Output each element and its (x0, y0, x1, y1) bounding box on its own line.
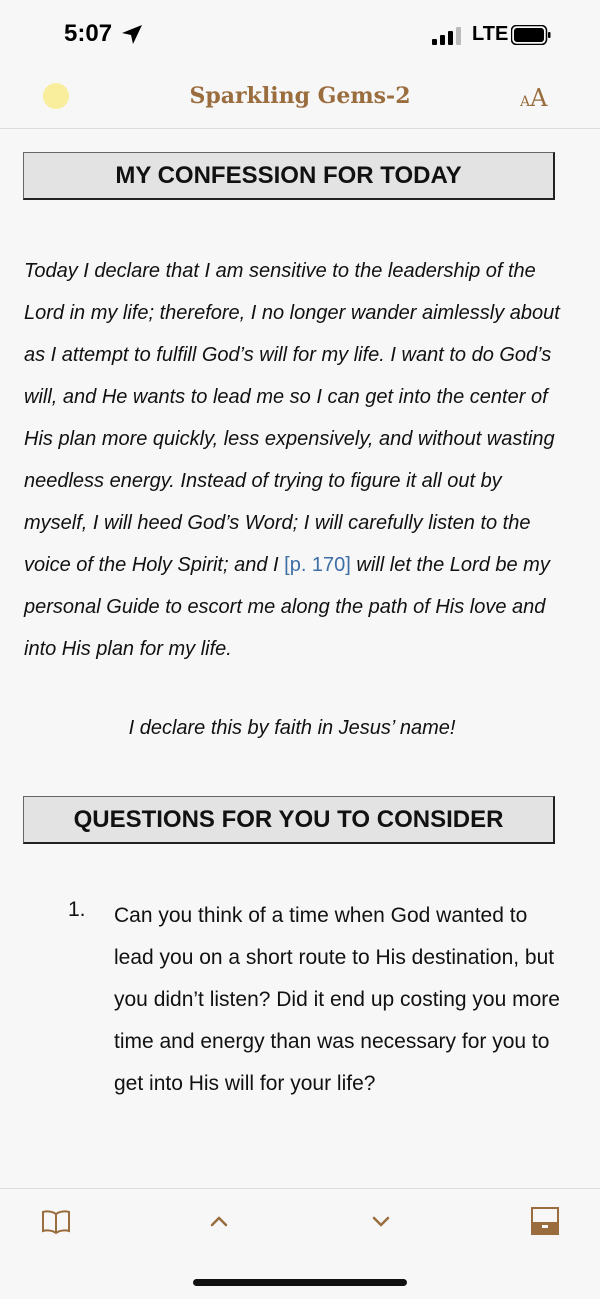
battery-icon (511, 25, 551, 45)
font-size-small-icon: A (520, 94, 531, 110)
status-bar (0, 0, 600, 70)
font-size-large-icon: A (530, 84, 548, 112)
location-arrow-icon (121, 24, 143, 46)
page-reference-link[interactable]: [p. 170] (284, 554, 351, 576)
cellular-signal-icon (432, 27, 464, 45)
confession-paragraph (24, 250, 564, 670)
home-indicator[interactable] (193, 1279, 407, 1286)
chevron-up-icon[interactable] (203, 1205, 235, 1237)
book-icon[interactable] (40, 1205, 72, 1237)
confession-text-end: will let the Lord be my personal Guide to escort me along the path of His love and into His plan for my life. (24, 554, 550, 660)
chevron-down-icon[interactable] (365, 1205, 397, 1237)
questions-heading: QUESTIONS FOR YOU TO CONSIDER (23, 796, 555, 844)
confession-text-start: Today I declare that I am sensitive to the leadership of the Lord in my life; therefore, I no longer wander aimlessly about as I attempt to fulfill God’s will for my life. I want to do God’s will, and He wants to lead me so I can get into the center of His plan more quickly, less expensively, and without wasting needless energy. Instead of trying to figure it all out by myself, I will heed God’s Word; I will carefully listen to the voice of the Holy Spirit; and I (24, 260, 560, 576)
bookmark-icon[interactable] (529, 1205, 561, 1237)
font-size-button[interactable] (520, 84, 547, 112)
network-type: LTE (472, 23, 509, 45)
book-title: Sparkling Gems-2 (189, 83, 411, 109)
question-number: 1. (68, 898, 86, 921)
reader-header (0, 70, 600, 129)
status-time: 5:07 (64, 20, 113, 47)
confession-heading: MY CONFESSION FOR TODAY (23, 152, 555, 200)
question-text: Can you think of a time when God wanted to lead you on a short route to His destination, but you didn’t listen? Did it end up costing you more time and energy than was necessary for you to get into His will for your life? (114, 904, 560, 1095)
declaration-text: I declare this by faith in Jesus’ name! (128, 717, 456, 739)
